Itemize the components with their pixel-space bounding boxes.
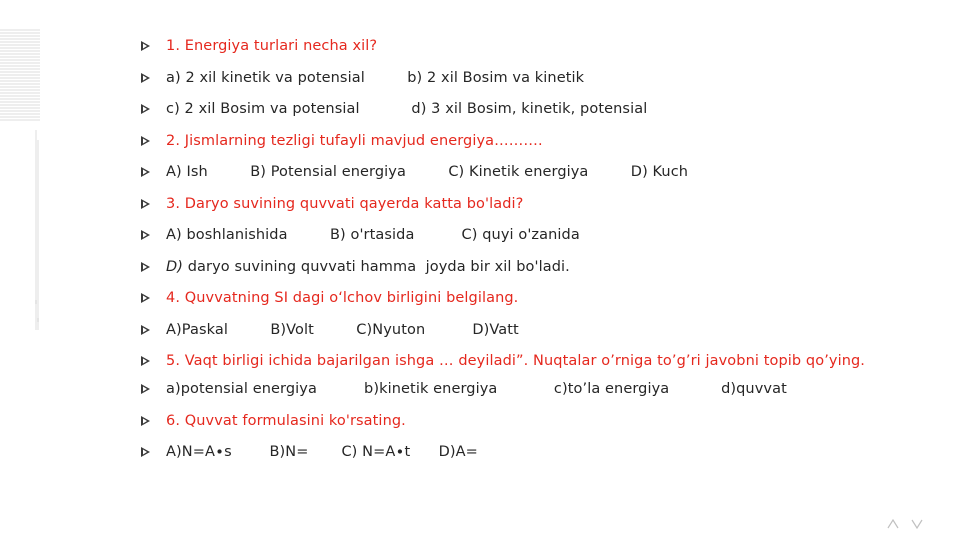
arrow-bullet-icon	[140, 40, 151, 52]
item-text: A)N=A∙s B)N= C) N=A∙t D)A=	[166, 444, 478, 460]
list-item	[140, 257, 930, 277]
previous-slide-icon[interactable]	[886, 518, 900, 530]
arrow-bullet-icon	[140, 355, 151, 367]
list-item	[140, 68, 930, 88]
item-prefix: D)	[166, 258, 184, 275]
list-item	[140, 288, 930, 308]
list-item	[140, 379, 930, 399]
arrow-bullet-icon	[140, 135, 151, 147]
arrow-bullet-icon	[140, 103, 151, 115]
arrow-bullet-icon	[140, 324, 151, 336]
list-item	[140, 194, 930, 214]
arrow-bullet-icon	[140, 292, 151, 304]
item-text: 5. Vaqt birligi ichida bajarilgan ishga … deyiladi”. Nuqtalar o’rniga to’g’ri javobni topib qo’ying.	[166, 353, 866, 369]
item-text: 2. Jismlarning tezligi tufayli mavjud energiya……….	[166, 132, 543, 149]
item-text: a)potensial energiya b)kinetik energiya c)to’la energiya d)quvvat	[166, 381, 787, 397]
list-item	[140, 442, 930, 462]
item-text: a) 2 xil kinetik va potensial b) 2 xil Bosim va kinetik	[166, 69, 585, 86]
arrow-bullet-icon	[140, 415, 151, 427]
arrow-bullet-icon	[140, 198, 151, 210]
decorative-lines	[0, 0, 140, 540]
item-text: 3. Daryo suvining quvvati qayerda katta bo'ladi?	[166, 195, 524, 212]
list-item	[140, 225, 930, 245]
item-text: 4. Quvvatning SI dagi o‘lchov birligini belgilang.	[166, 290, 519, 306]
item-text: c) 2 xil Bosim va potensial d) 3 xil Bosim, kinetik, potensial	[166, 101, 648, 117]
item-text: A)Paskal B)Volt C)Nyuton D)Vatt	[166, 321, 519, 338]
item-text: daryo suvining quvvati hamma joyda bir xil bo'ladi.	[183, 258, 570, 275]
quiz-list	[140, 36, 930, 474]
arrow-bullet-icon	[140, 166, 151, 178]
list-item	[140, 99, 930, 119]
arrow-bullet-icon	[140, 229, 151, 241]
list-item	[140, 320, 930, 340]
next-slide-icon[interactable]	[910, 518, 924, 530]
list-item	[140, 351, 930, 371]
arrow-bullet-icon	[140, 383, 151, 395]
item-text: 6. Quvvat formulasini ko'rsating.	[166, 412, 406, 429]
list-item	[140, 162, 930, 182]
item-text: 1. Energiya turlari necha xil?	[166, 38, 378, 54]
arrow-bullet-icon	[140, 446, 151, 458]
list-item	[140, 411, 930, 431]
list-item	[140, 36, 930, 56]
arrow-bullet-icon	[140, 261, 151, 273]
list-item	[140, 131, 930, 151]
arrow-bullet-icon	[140, 72, 151, 84]
item-text: A) Ish B) Potensial energiya C) Kinetik energiya D) Kuch	[166, 164, 689, 180]
item-text: A) boshlanishida B) o'rtasida C) quyi o'zanida	[166, 227, 580, 243]
slide-navigation	[886, 518, 924, 530]
